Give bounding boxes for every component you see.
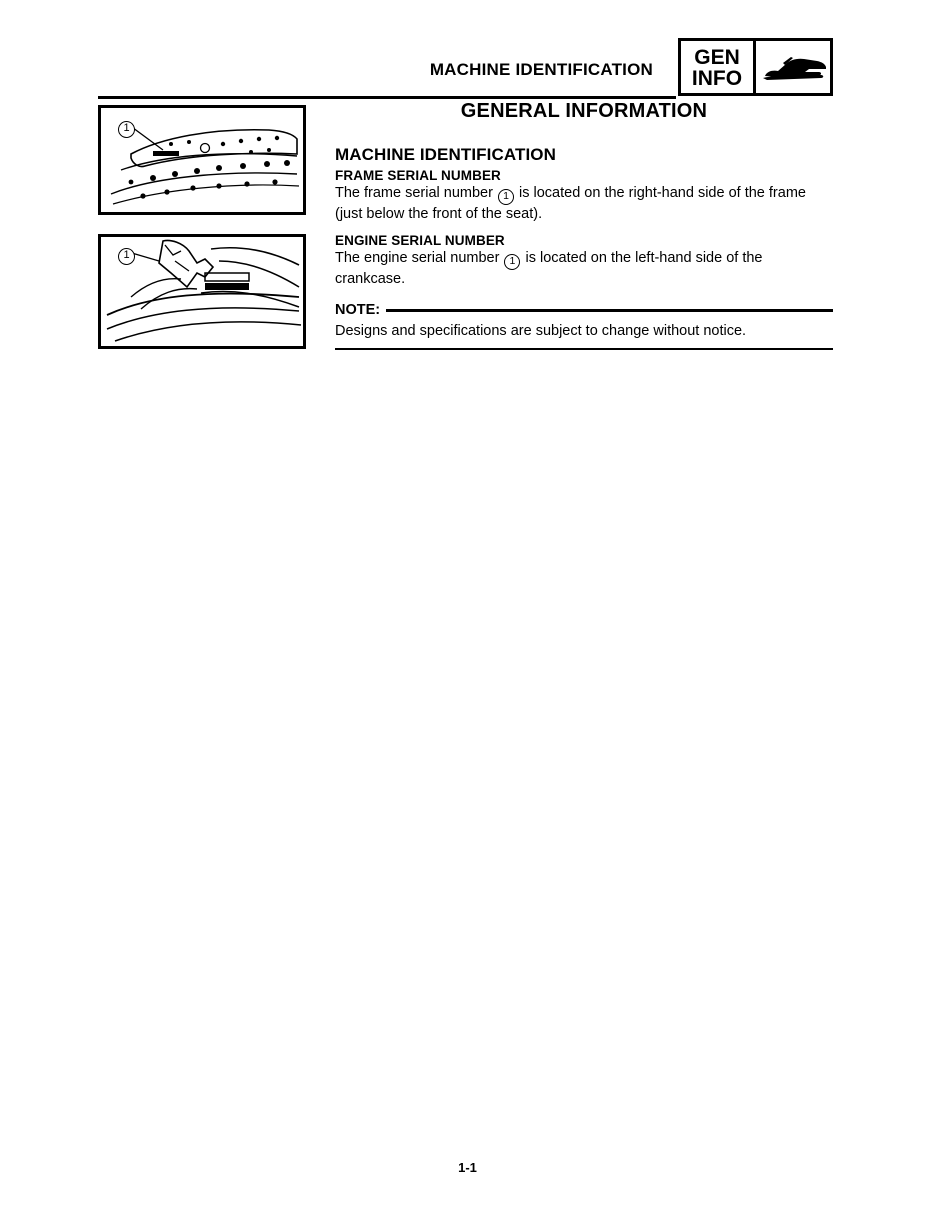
engine-text-before: The engine serial number xyxy=(335,250,500,267)
page-header xyxy=(98,38,833,96)
figure-callout-1: 1 xyxy=(118,248,135,265)
frame-text-after: is located on the right-hand side of the frame (just below the front of the seat). xyxy=(335,185,806,222)
paragraph-engine-serial-number xyxy=(335,249,833,289)
note-bottom-rule xyxy=(335,348,833,351)
running-title: MACHINE IDENTIFICATION xyxy=(429,60,653,79)
paragraph-frame-serial-number xyxy=(335,184,833,224)
subsection-title-engine-serial-number: ENGINE SERIAL NUMBER xyxy=(335,233,505,249)
inline-callout-1: 1 xyxy=(504,254,520,270)
frame-text-before: The frame serial number xyxy=(335,185,493,201)
figure-callout-1: 1 xyxy=(118,121,135,138)
figure-frame-serial-location xyxy=(98,105,306,215)
section-tab-gen-info xyxy=(678,38,833,96)
note-block xyxy=(335,302,833,351)
page-title: GENERAL INFORMATION xyxy=(460,100,708,122)
page-number: 1-1 xyxy=(458,1160,477,1175)
note-label: NOTE: xyxy=(335,301,381,318)
engine-text-after: is located on the left-hand side of the crankcase. xyxy=(335,250,763,288)
note-top-rule xyxy=(386,309,833,312)
note-header xyxy=(335,302,833,318)
figure-engine-serial-location xyxy=(98,234,306,349)
main-content xyxy=(335,100,833,350)
section-title-machine-identification: MACHINE IDENTIFICATION xyxy=(335,145,556,164)
inline-callout-1: 1 xyxy=(498,189,514,205)
page-footer xyxy=(0,1160,935,1175)
subsection-title-frame-serial-number: FRAME SERIAL NUMBER xyxy=(335,168,501,183)
section-tab-label xyxy=(681,41,753,93)
header-rule xyxy=(98,96,676,99)
section-tab-label-line2: INFO xyxy=(691,66,743,90)
note-text: Designs and specifications are subject to change without notice. xyxy=(335,322,747,339)
section-tab-label-line1: GEN xyxy=(694,45,740,69)
snowmobile-icon xyxy=(756,41,830,93)
